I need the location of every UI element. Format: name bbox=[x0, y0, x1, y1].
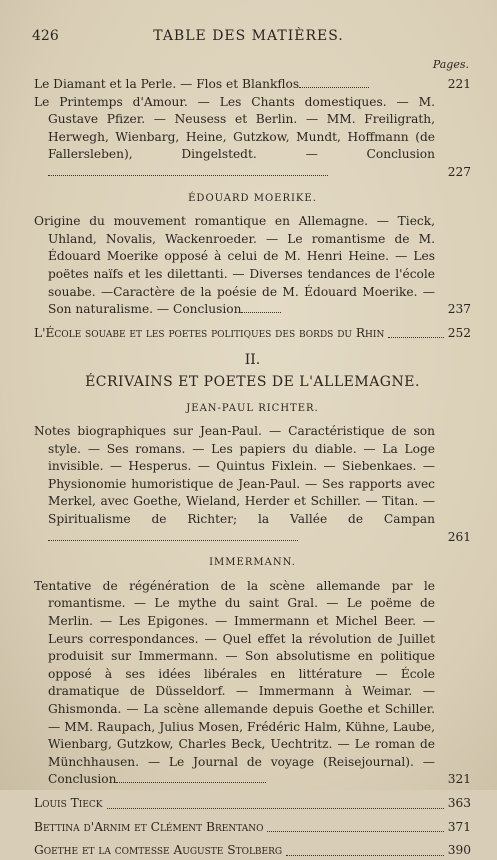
dot-leader bbox=[48, 540, 298, 541]
part-number: II. bbox=[244, 352, 261, 369]
toc-entry-page: 237 bbox=[447, 302, 471, 317]
toc-entry-text: Goethe et la comtesse Auguste Stolberg bbox=[34, 843, 283, 858]
toc-entry-goethe bbox=[34, 842, 471, 860]
toc-entry-tieck bbox=[34, 795, 471, 813]
toc-entry-bettina bbox=[34, 819, 471, 837]
part-title: ÉCRIVAINS ET POETES DE L'ALLEMAGNE. bbox=[85, 373, 420, 390]
toc-entry-page: 227 bbox=[447, 164, 471, 179]
toc-entry-page: 252 bbox=[447, 325, 471, 340]
toc-entry-moerike bbox=[34, 213, 471, 319]
dot-leader bbox=[48, 175, 328, 176]
toc-entry-text: Notes biographiques sur Jean-Paul. — Caractéristique de son style. — Ses romans. — Les papiers du diable. — La Loge invisible. — Hesperus. — Quintus Fixlein. — Siebenkaes. — Physionomie humoristique de Jean-Paul. — Ses rapports avec Merkel, avec Goethe, Wieland, Herder et Schiller. — Titan. — Spiritualisme de Richter; la Vallée de Campan bbox=[34, 424, 435, 527]
toc-entry-page: 221 bbox=[447, 77, 471, 91]
toc-entry-immermann bbox=[34, 578, 471, 789]
toc-entry-text: Le Printemps d'Amour. — Les Chants domestiques. — M. Gustave Pfizer. — Neusess et Berlin. — MM. Freiligrath, Herwegh, Wienbarg, Heine, Gutzkow, Mundt, Hoffmann (de Fallersleben), Dingelstedt. — Conclusion bbox=[34, 94, 435, 162]
section-heading-moerike: ÉDOUARD MOERIKE. bbox=[188, 192, 317, 204]
section-heading-immermann: IMMERMANN. bbox=[209, 557, 296, 569]
toc-entry-diamant bbox=[34, 76, 471, 94]
toc-entry-page: 321 bbox=[447, 772, 471, 787]
dot-leader bbox=[286, 855, 444, 856]
page-header: TABLE DES MATIÈRES. bbox=[153, 28, 344, 44]
toc-content bbox=[34, 76, 471, 860]
toc-entry-ecole bbox=[34, 325, 471, 343]
toc-entry-page: 371 bbox=[447, 819, 471, 834]
toc-entry-text: L'École souabe et les poetes politiques des bords du Rhin bbox=[34, 325, 385, 340]
pages-column-label: Pages. bbox=[432, 58, 469, 71]
page-number: 426 bbox=[32, 28, 59, 44]
toc-entry-page: 363 bbox=[447, 795, 471, 810]
toc-entry-text: Bettina d'Arnim et Clément Brentano bbox=[34, 819, 264, 834]
toc-entry-page: 261 bbox=[447, 529, 471, 544]
toc-entry-text: Le Diamant et la Perle. — Flos et Blankflos bbox=[34, 77, 300, 91]
dot-leader bbox=[116, 782, 266, 783]
dot-leader bbox=[388, 337, 443, 338]
toc-entry-printemps bbox=[34, 94, 471, 182]
toc-entry-text: Louis Tieck bbox=[34, 795, 103, 810]
toc-entry-text: Tentative de régénération de la scène allemande par le romantisme. — Le mythe du saint Gral. — Le poëme de Merlin. — Les Epigones. — Immermann et Michel Beer. — Leurs correspondances. — Quel effet la révolution de Juillet produisit sur Immermann. — Son absolutisme en politique opposé à ses idées libérales en littérature — École dramatique de Düsseldorf. — Immermann à Weimar. — Ghismonda. — La scène allemande depuis Goethe et Schiller. — MM. Raupach, Julius Mosen, Frédéric Halm, Kühne, Laube, Wienbarg, Gutzkow, Charles Beck, Uechtritz. — Le roman de Münchhausen. — Le Journal de voyage (Reisejournal). — Conclusion bbox=[34, 578, 435, 787]
dot-leader bbox=[267, 831, 443, 832]
section-heading-richter: JEAN-PAUL RICHTER. bbox=[186, 402, 319, 414]
toc-entry-page: 390 bbox=[447, 843, 471, 858]
toc-entry-richter bbox=[34, 423, 471, 546]
dot-leader bbox=[107, 808, 444, 809]
toc-entry-text: Origine du mouvement romantique en Allemagne. — Tieck, Uhland, Novalis, Wackenroeder. — Le romantisme de M. Édouard Moerike opposé à celui de M. Henri Heine. — Les poëtes naïfs et les dilettanti. — Diverses tendances de l'école souabe. —Caractère de la poésie de M. Édouard Moerike. — Son naturalisme. — Conclusion bbox=[34, 214, 435, 317]
dot-leader bbox=[299, 87, 369, 88]
dot-leader bbox=[241, 312, 281, 313]
